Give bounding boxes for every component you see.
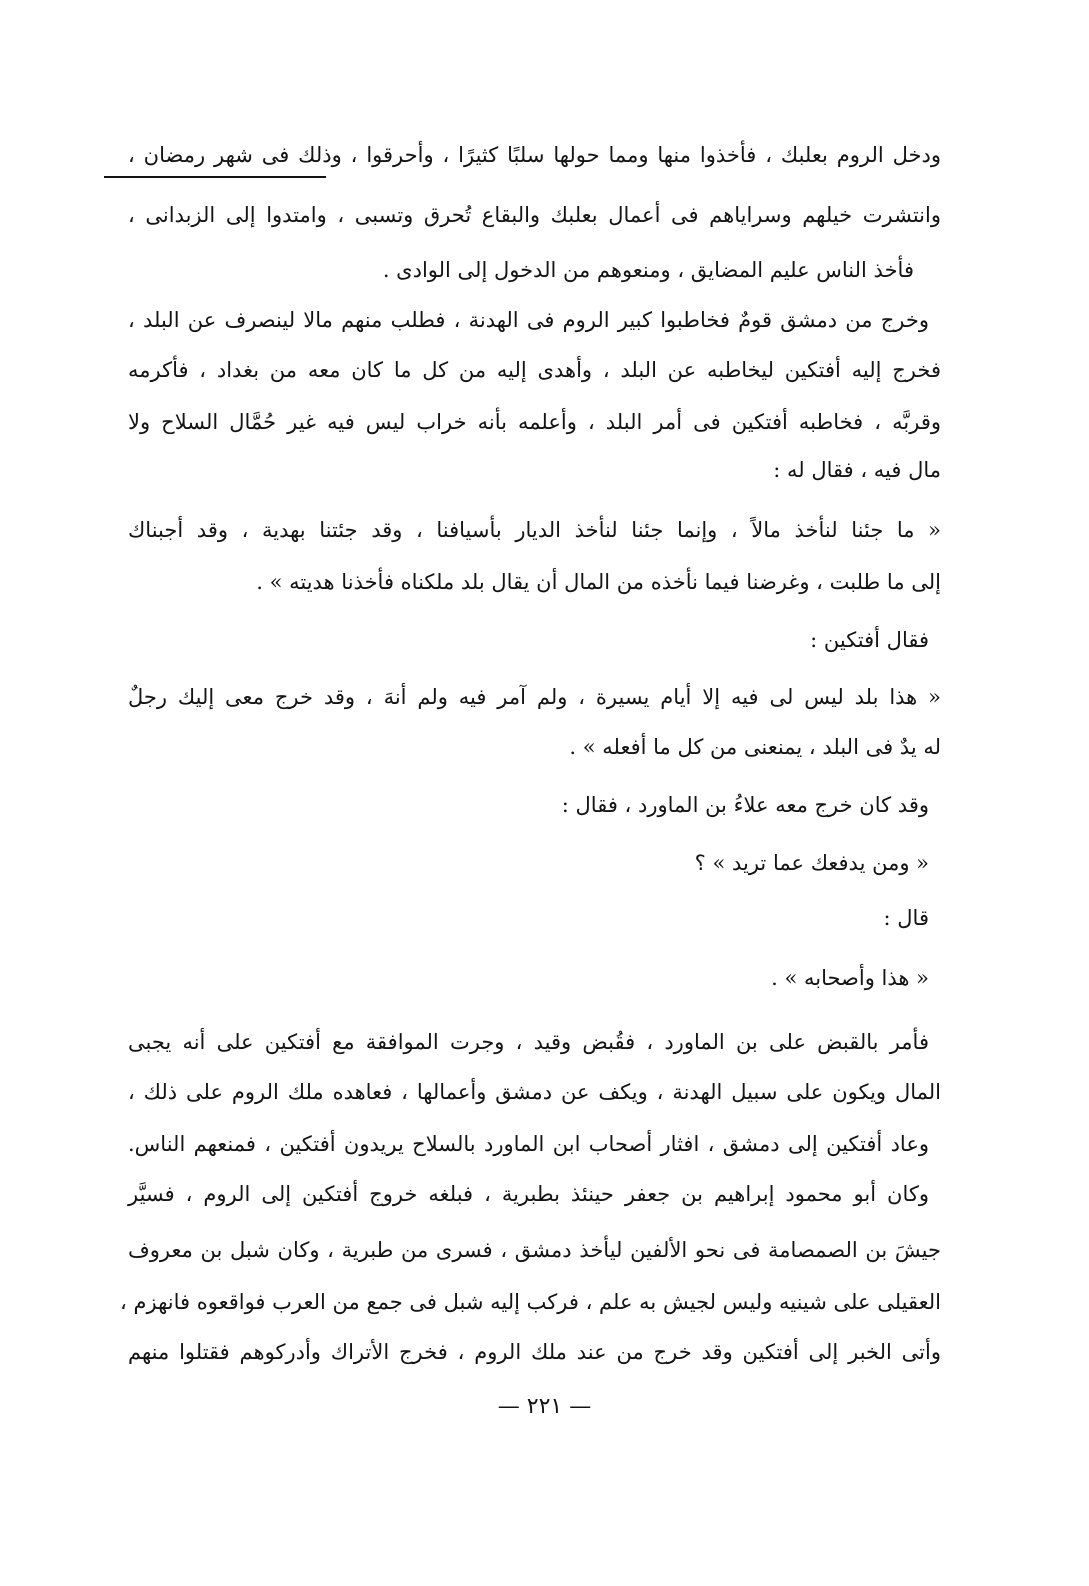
text-line: وأتى الخبر إلى أفتكين وقد خرج من عند ملك الروم ، فخرج الأتراك وأدركوهم فقتلوا منهم <box>128 1340 941 1364</box>
text-line: « ومن يدفعك عما تريد » ؟ <box>694 851 929 875</box>
text-line: وقربَّه ، فخاطبه أفتكين فى أمر البلد ، وأعلمه بأنه خراب ليس فيه غير حُمَّال السلاح ولا <box>128 410 941 434</box>
text-line: « ما جئنا لنأخذ مالاً ، وإنما جئنا لنأخذ الديار بأسيافنا ، وقد جئتنا بهدية ، وقد أجبناك <box>128 518 941 542</box>
text-line: ودخل الروم بعلبك ، فأخذوا منها ومما حولها سلبًا كثيرًا ، وأحرقوا ، وذلك فى شهر رمضان ، <box>128 143 941 167</box>
text-line: قال : <box>883 906 929 930</box>
text-line: فأمر بالقبض على بن الماورد ، فقُبض وقيد ، وجرت الموافقة مع أفتكين على أنه يجبى <box>128 1030 929 1054</box>
text-underline <box>104 176 326 178</box>
text-line: العقيلى على شينيه وليس لجيش به علم ، فركب إليه شبل فى جمع من العرب فواقعوه فانهزم ، <box>120 1290 941 1314</box>
text-line: فخرج إليه أفتكين ليخاطبه عن البلد ، وأهدى إليه من كل ما كان معه من بغداد ، فأكرمه <box>128 358 941 382</box>
text-line: « هذا وأصحابه » . <box>771 966 929 990</box>
text-line: المال ويكون على سبيل الهدنة ، ويكف عن دمشق وأعمالها ، فعاهده ملك الروم على ذلك ، <box>128 1080 941 1104</box>
text-line: جيشَ بن الصمصامة فى نحو الألفين ليأخذ دمشق ، فسرى من طبرية ، وكان شبل بن معروف <box>128 1238 941 1262</box>
text-line: فأخذ الناس عليم المضايق ، ومنعوهم من الدخول إلى الوادى . <box>382 258 914 282</box>
text-line: وخرج من دمشق قومٌ فخاطبوا كبير الروم فى الهدنة ، فطلب منهم مالا لينصرف عن البلد ، <box>128 308 929 332</box>
text-line: إلى ما طلبت ، وغرضنا فيما نأخذه من المال أن يقال بلد ملكناه فأخذنا هديته » . <box>256 570 941 594</box>
text-line: فقال أفتكين : <box>810 628 929 652</box>
text-line: له يدٌ فى البلد ، يمنعنى من كل ما أفعله » . <box>569 735 941 759</box>
page-number: — ٢٢١ — <box>497 1394 592 1419</box>
text-line: « هذا بلد ليس لى فيه إلا أيام يسيرة ، ولم آمر فيه ولم أنهَ ، وقد خرج معى إليك رجلٌ <box>128 685 941 709</box>
text-line: وكان أبو محمود إبراهيم بن جعفر حينئذ بطبرية ، فبلغه خروج أفتكين إلى الروم ، فسيَّر <box>128 1182 929 1206</box>
text-line: وقد كان خرج معه علاءُ بن الماورد ، فقال : <box>561 793 929 817</box>
text-line: مال فيه ، فقال له : <box>773 458 941 482</box>
text-line: وانتشرت خيلهم وسراياهم فى أعمال بعلبك والبقاع تُحرق وتسبى ، وامتدوا إلى الزبدانى ، <box>128 203 941 227</box>
text-line: وعاد أفتكين إلى دمشق ، افثار أصحاب ابن الماورد بالسلاح يريدون أفتكين ، فمنعهم الناس. <box>128 1132 929 1156</box>
